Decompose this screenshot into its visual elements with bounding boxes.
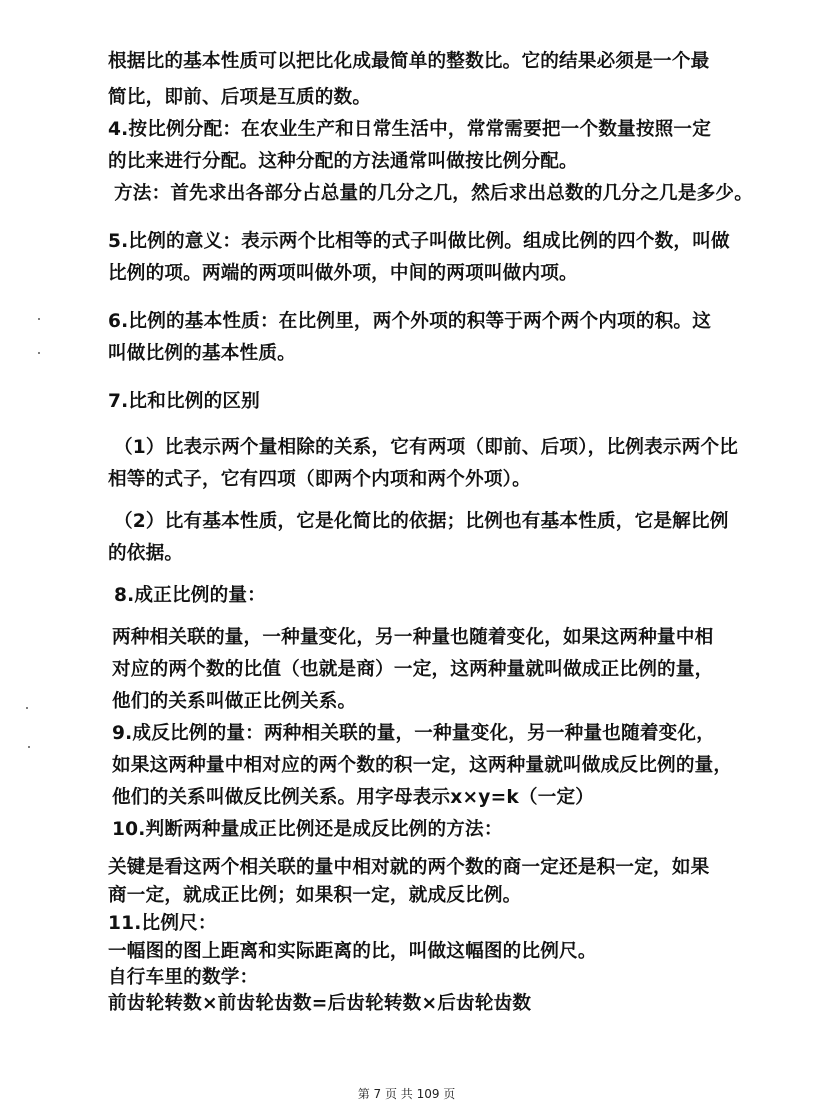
text-line: 相等的式子，它有四项（即两个内项和两个外项）。 xyxy=(108,469,531,490)
text-line: 对应的两个数的比值（也就是商）一定，这两种量就叫做成正比例的量， xyxy=(112,659,714,680)
text-line: 如果这两种量中相对应的两个数的积一定，这两种量就叫做成反比例的量， xyxy=(112,755,733,776)
scan-speck xyxy=(38,352,40,354)
text-line: （2）比有基本性质，它是化简比的依据；比例也有基本性质，它是解比例 xyxy=(114,511,729,532)
text-line: （1）比表示两个量相除的关系，它有两项（即前、后项），比例表示两个比 xyxy=(114,437,739,458)
text-line: 他们的关系叫做反比例关系。用字母表示x×y=k（一定） xyxy=(112,787,595,808)
text-line: 叫做比例的基本性质。 xyxy=(108,343,296,364)
scan-speck xyxy=(38,318,40,320)
text-line: 自行车里的数学： xyxy=(108,967,259,988)
text-line: 一幅图的图上距离和实际距离的比，叫做这幅图的比例尺。 xyxy=(108,941,597,962)
page-footer: 第 7 页 共 109 页 xyxy=(357,1087,456,1101)
text-line: 关键是看这两个相关联的量中相对就的两个数的商一定还是积一定，如果 xyxy=(108,857,710,878)
text-line: 9.成反比例的量：两种相关联的量，一种量变化，另一种量也随着变化， xyxy=(112,723,716,744)
text-line: 根据比的基本性质可以把比化成最简单的整数比。它的结果必须是一个最 xyxy=(108,51,710,72)
section-heading: 11.比例尺： xyxy=(108,913,217,934)
text-line: 前齿轮转数×前齿轮齿数=后齿轮转数×后齿轮齿数 xyxy=(108,993,532,1014)
section-heading: 8.成正比例的量： xyxy=(114,585,266,606)
text-line: 比例的项。两端的两项叫做外项，中间的两项叫做内项。 xyxy=(108,263,578,284)
text-line: 6.比例的基本性质：在比例里，两个外项的积等于两个两个内项的积。这 xyxy=(108,311,712,332)
text-line: 的依据。 xyxy=(108,543,184,564)
text-line: 他们的关系叫做正比例关系。 xyxy=(112,691,357,712)
text-line: 4.按比例分配：在农业生产和日常生活中，常常需要把一个数量按照一定 xyxy=(108,119,712,140)
text-line: 的比来进行分配。这种分配的方法通常叫做按比例分配。 xyxy=(108,151,578,172)
scan-speck xyxy=(28,746,30,748)
scan-speck xyxy=(26,707,28,709)
section-heading: 7.比和比例的区别 xyxy=(108,391,260,412)
text-line: 两种相关联的量，一种量变化，另一种量也随着变化，如果这两种量中相 xyxy=(112,627,714,648)
text-line: 方法：首先求出各部分占总量的几分之几，然后求出总数的几分之几是多少。 xyxy=(114,183,753,204)
section-heading: 10.判断两种量成正比例还是成反比例的方法： xyxy=(112,819,503,840)
text-line: 5.比例的意义：表示两个比相等的式子叫做比例。组成比例的四个数，叫做 xyxy=(108,231,730,252)
text-line: 简比，即前、后项是互质的数。 xyxy=(108,87,372,108)
text-line: 商一定，就成正比例；如果积一定，就成反比例。 xyxy=(108,885,522,906)
